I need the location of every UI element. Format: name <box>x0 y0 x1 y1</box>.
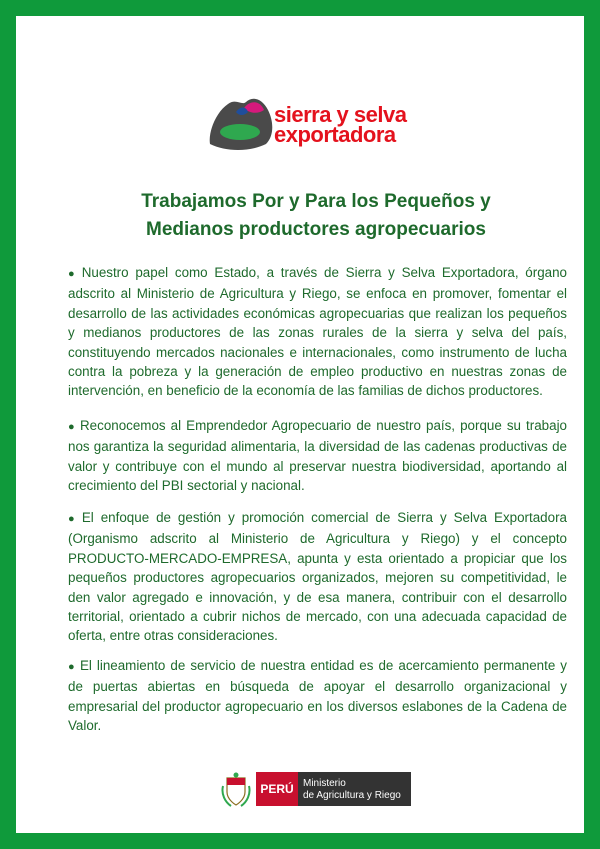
ministry-line2: de Agricultura y Riego <box>303 790 401 801</box>
logo-text-line1: sierra y selva <box>274 102 407 127</box>
ministry-name <box>298 772 411 806</box>
bullet-icon: ● <box>68 421 76 433</box>
bullet-icon: ● <box>68 661 76 673</box>
bullet-icon: ● <box>68 513 78 525</box>
paragraph-1 <box>68 263 567 401</box>
peru-badge: PERÚ <box>256 772 298 806</box>
paragraph-3 <box>68 508 567 646</box>
ministry-logo <box>221 768 413 814</box>
title-line1: Trabajamos Por y Para los Pequeños y <box>141 191 491 212</box>
coat-of-arms-icon <box>221 772 251 808</box>
bullet-icon: ● <box>68 268 78 280</box>
mountain-logo-icon <box>206 92 276 152</box>
paragraph-text: El lineamiento de servicio de nuestra entidad es de acercamiento permanente y de puertas abiertas en búsqueda de apoyar el desarrollo organizacional y empresarial del productor agropecuario en los diversos eslabones de la Cadena de Valor. <box>68 658 567 734</box>
paragraph-text: Nuestro papel como Estado, a través de Sierra y Selva Exportadora, órgano adscrito al Ministerio de Agricultura y Riego, se enfoca en promover, fomentar el desarrollo de las actividades económicas agropecuarias que realizan los pequeños y medianos productores de las zonas rurales de la sierra y selva del país, constituyendo mercados nacionales e internacionales, como instrumento de lucha contra la pobreza y la generación de empleo productivo en nuestras zonas de intervención, en beneficio de la economía de las familias de dichos productores. <box>68 265 567 399</box>
page-title <box>76 188 556 244</box>
paragraph-text: Reconocemos al Emprendedor Agropecuario de nuestro país, porque su trabajo nos garantiza la seguridad alimentaria, la diversidad de las cadenas productivas de valor y contribuye con el mundo al preservar nuestra biodiversidad, aportando al crecimiento del PBI sectorial y nacional. <box>68 418 567 494</box>
ministry-line1: Ministerio <box>303 778 346 789</box>
sierra-selva-logo <box>206 92 446 152</box>
paragraph-4 <box>68 656 567 736</box>
title-line2: Medianos productores agropecuarios <box>146 219 486 240</box>
paragraph-2 <box>68 416 567 496</box>
logo-text-line2: exportadora <box>274 122 396 147</box>
paragraph-text: El enfoque de gestión y promoción comercial de Sierra y Selva Exportadora (Organismo adscrito al Ministerio de Agricultura y Riego) y el concepto PRODUCTO-MERCADO-EMPRESA, apunta y esta orientado a propiciar que los pequeños productores agropecuarios organizados, mejoren su competitividad, le den valor agregado e innovación, y de esa manera, contribuir con el desarrollo territorial, orientado a cubrir nichos de mercado, con una adecuada capacidad de oferta, entre otras consideraciones. <box>68 510 567 644</box>
